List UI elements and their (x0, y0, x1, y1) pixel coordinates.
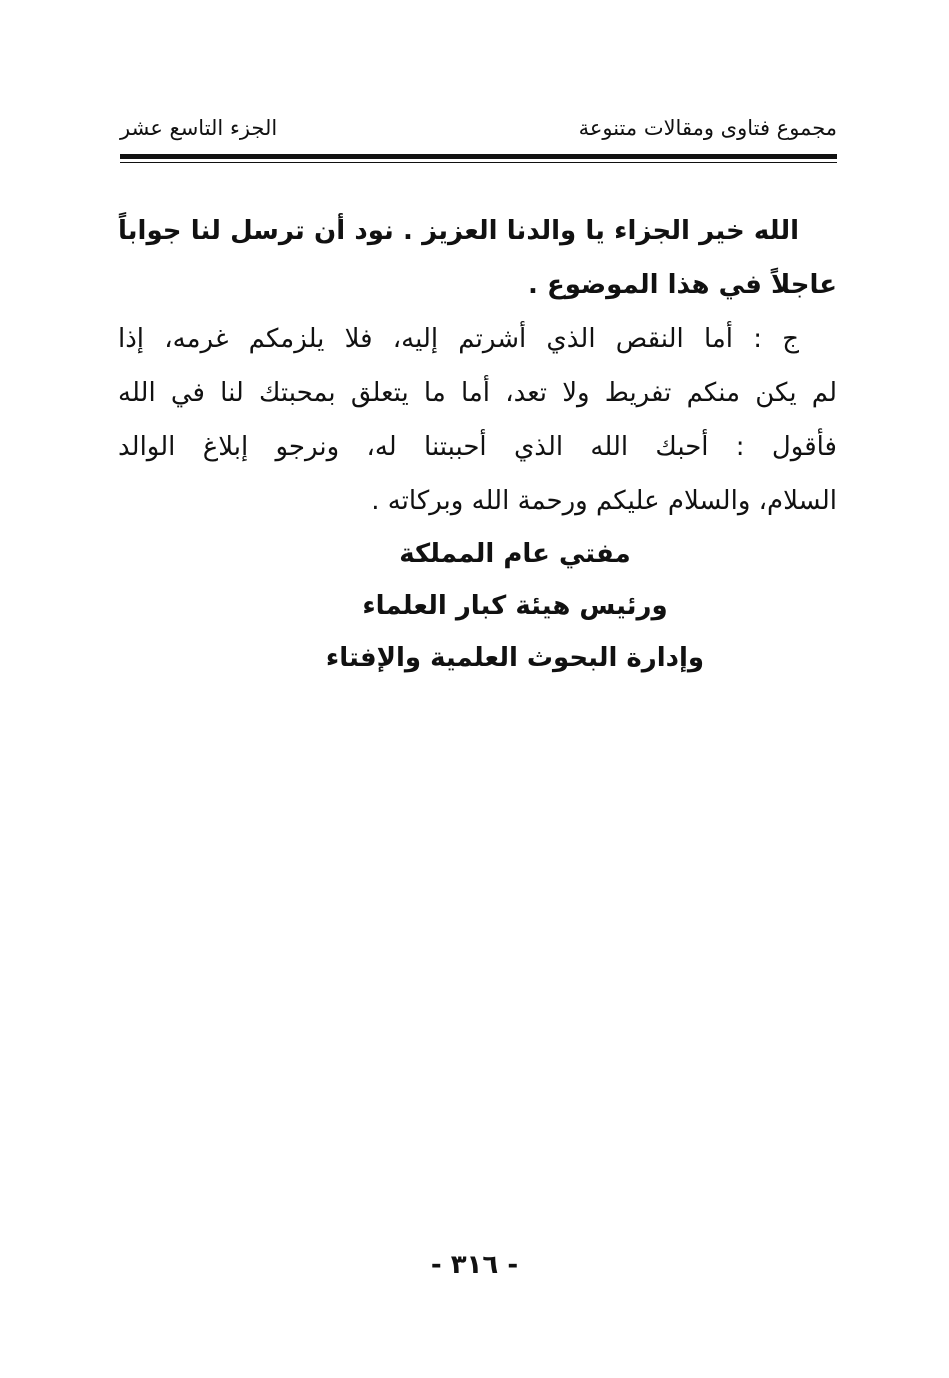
header-rule-thick (120, 154, 837, 159)
signature-block (118, 528, 837, 684)
answer-line-4: السلام، والسلام عليكم ورحمة الله وبركاته . (371, 486, 837, 516)
signature-line-3: وإدارة البحوث العلمية والإفتاء (325, 643, 705, 673)
signature-line-2: ورئيس هيئة كبار العلماء (362, 591, 668, 621)
question-line-2: عاجلاً في هذا الموضوع . (528, 270, 837, 300)
main-text (118, 204, 837, 528)
volume-label: الجزء التاسع عشر (120, 116, 278, 140)
header-rule-thin (120, 162, 837, 163)
book-title: مجموع فتاوى ومقالات متنوعة (578, 116, 837, 140)
page-number: - ٣١٦ - (430, 1250, 519, 1280)
answer-line-1: ج : أما النقص الذي أشرتم إليه، فلا يلزمكم غرمه، إذا (118, 324, 799, 354)
answer-line-2: لم يكن منكم تفريط ولا تعد، أما ما يتعلق بمحبتك لنا في الله (118, 378, 837, 408)
signature-line-1: مفتي عام المملكة (399, 539, 631, 569)
running-header (120, 112, 837, 148)
question-line-1: الله خير الجزاء يا والدنا العزيز . نود أن ترسل لنا جواباً (118, 216, 799, 246)
answer-line-3: فأقول : أحبك الله الذي أحببتنا له، ونرجو إبلاغ الوالد (118, 432, 837, 462)
